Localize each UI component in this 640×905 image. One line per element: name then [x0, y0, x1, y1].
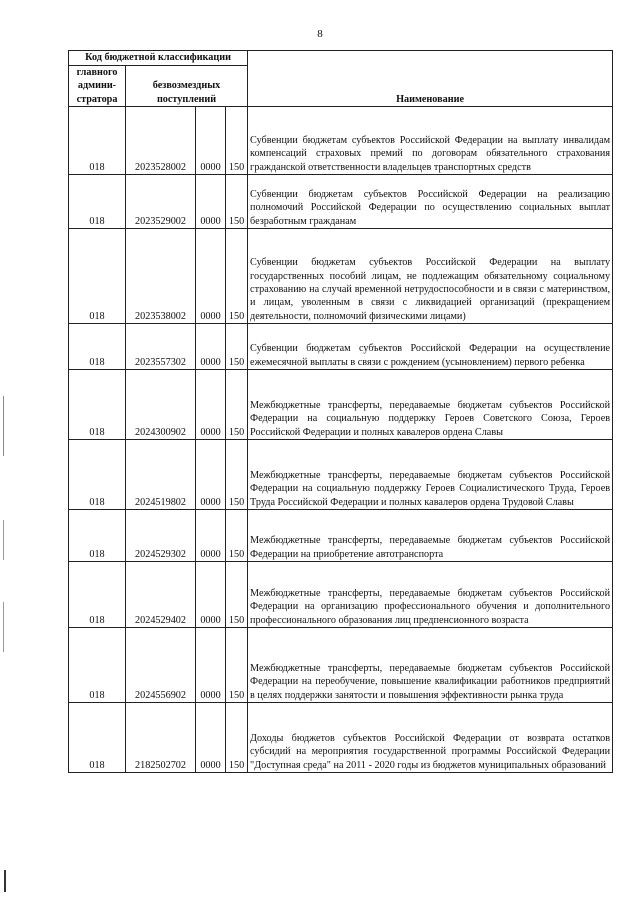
name-cell: Субвенции бюджетам субъектов Российской Федерации на реализацию полномочий Российской Федерации по осуществлению социальных выплат безработным гражданам — [248, 175, 613, 229]
budget-classification-table — [68, 50, 613, 773]
admin-code-cell: 018 — [69, 510, 126, 562]
sub-code-cell: 0000 — [196, 324, 226, 370]
receipt-code-cell: 2024519802 — [126, 440, 196, 510]
sub-code-cell: 0000 — [196, 107, 226, 175]
kosgu-code-cell: 150 — [226, 324, 248, 370]
name-cell: Субвенции бюджетам субъектов Российской Федерации на осуществление ежемесячной выплаты в связи с рождением (усыновлением) первого ребенка — [248, 324, 613, 370]
table-row — [69, 440, 613, 510]
receipt-code-cell: 2023529002 — [126, 175, 196, 229]
receipt-code-cell: 2024300902 — [126, 370, 196, 440]
table-row — [69, 510, 613, 562]
name-cell: Доходы бюджетов субъектов Российской Федерации от возврата остатков субсидий на мероприятия государственной программы Российской Федерации "Доступная среда" на 2011 - 2020 годы из бюджетов муниципальных образований — [248, 703, 613, 773]
sub-code-cell: 0000 — [196, 628, 226, 703]
scan-mark-left — [4, 870, 6, 892]
table-row — [69, 703, 613, 773]
table-header-row — [69, 51, 613, 66]
kosgu-code-cell: 150 — [226, 440, 248, 510]
admin-code-cell: 018 — [69, 324, 126, 370]
admin-code-cell: 018 — [69, 229, 126, 324]
header-classification-group: Код бюджетной классификации — [69, 51, 248, 66]
sub-code-cell: 0000 — [196, 440, 226, 510]
receipt-code-cell: 2023538002 — [126, 229, 196, 324]
scan-mark-left — [3, 602, 4, 652]
sub-code-cell: 0000 — [196, 510, 226, 562]
receipt-code-cell: 2024529302 — [126, 510, 196, 562]
name-cell: Межбюджетные трансферты, передаваемые бюджетам субъектов Российской Федерации на приобретение автотранспорта — [248, 510, 613, 562]
sub-code-cell: 0000 — [196, 175, 226, 229]
receipt-code-cell: 2024556902 — [126, 628, 196, 703]
name-cell: Субвенции бюджетам субъектов Российской Федерации на выплату инвалидам компенсаций страховых премий по договорам обязательного страхования гражданской ответственности владельцев транспортных средств — [248, 107, 613, 175]
table-row — [69, 107, 613, 175]
admin-code-cell: 018 — [69, 562, 126, 628]
table-row — [69, 324, 613, 370]
kosgu-code-cell: 150 — [226, 510, 248, 562]
page-number: 8 — [317, 28, 323, 40]
kosgu-code-cell: 150 — [226, 562, 248, 628]
kosgu-code-cell: 150 — [226, 628, 248, 703]
sub-code-cell: 0000 — [196, 703, 226, 773]
scan-mark-left — [3, 520, 4, 560]
sub-code-cell: 0000 — [196, 370, 226, 440]
name-cell: Межбюджетные трансферты, передаваемые бюджетам субъектов Российской Федерации на переобучение, повышение квалификации работников предприятий в целях поддержки занятости и повышения эффективности рынка труда — [248, 628, 613, 703]
kosgu-code-cell: 150 — [226, 229, 248, 324]
admin-code-cell: 018 — [69, 175, 126, 229]
admin-code-cell: 018 — [69, 703, 126, 773]
receipt-code-cell: 2023557302 — [126, 324, 196, 370]
receipt-code-cell: 2182502702 — [126, 703, 196, 773]
sub-code-cell: 0000 — [196, 229, 226, 324]
table-row — [69, 175, 613, 229]
kosgu-code-cell: 150 — [226, 370, 248, 440]
admin-code-cell: 018 — [69, 628, 126, 703]
sub-code-cell: 0000 — [196, 562, 226, 628]
header-receipts: безвозмездных поступлений — [126, 66, 248, 107]
admin-code-cell: 018 — [69, 440, 126, 510]
kosgu-code-cell: 150 — [226, 175, 248, 229]
scan-mark-left — [3, 396, 4, 456]
header-admin: главного админи-стратора — [69, 66, 126, 107]
name-cell: Межбюджетные трансферты, передаваемые бюджетам субъектов Российской Федерации на социальную поддержку Героев Социалистического Труда, Героев Труда Российской Федерации и полных кавалеров ордена Трудовой Славы — [248, 440, 613, 510]
name-cell: Межбюджетные трансферты, передаваемые бюджетам субъектов Российской Федерации на социальную поддержку Героев Советского Союза, Героев Российской Федерации и полных кавалеров ордена Славы — [248, 370, 613, 440]
table-row — [69, 229, 613, 324]
name-cell: Субвенции бюджетам субъектов Российской Федерации на выплату государственных пособий лицам, не подлежащим обязательному социальному страхованию на случай временной нетрудоспособности и в связи с материнством, и лицам, уволенным в связи с ликвидацией организаций (прекращением деятельности, полномочий физическими лицами) — [248, 229, 613, 324]
header-name: Наименование — [248, 51, 613, 107]
table-row — [69, 370, 613, 440]
admin-code-cell: 018 — [69, 107, 126, 175]
kosgu-code-cell: 150 — [226, 703, 248, 773]
admin-code-cell: 018 — [69, 370, 126, 440]
receipt-code-cell: 2023528002 — [126, 107, 196, 175]
table-row — [69, 628, 613, 703]
kosgu-code-cell: 150 — [226, 107, 248, 175]
receipt-code-cell: 2024529402 — [126, 562, 196, 628]
name-cell: Межбюджетные трансферты, передаваемые бюджетам субъектов Российской Федерации на организацию профессионального обучения и дополнительного профессионального образования лиц предпенсионного возраста — [248, 562, 613, 628]
table-row — [69, 562, 613, 628]
